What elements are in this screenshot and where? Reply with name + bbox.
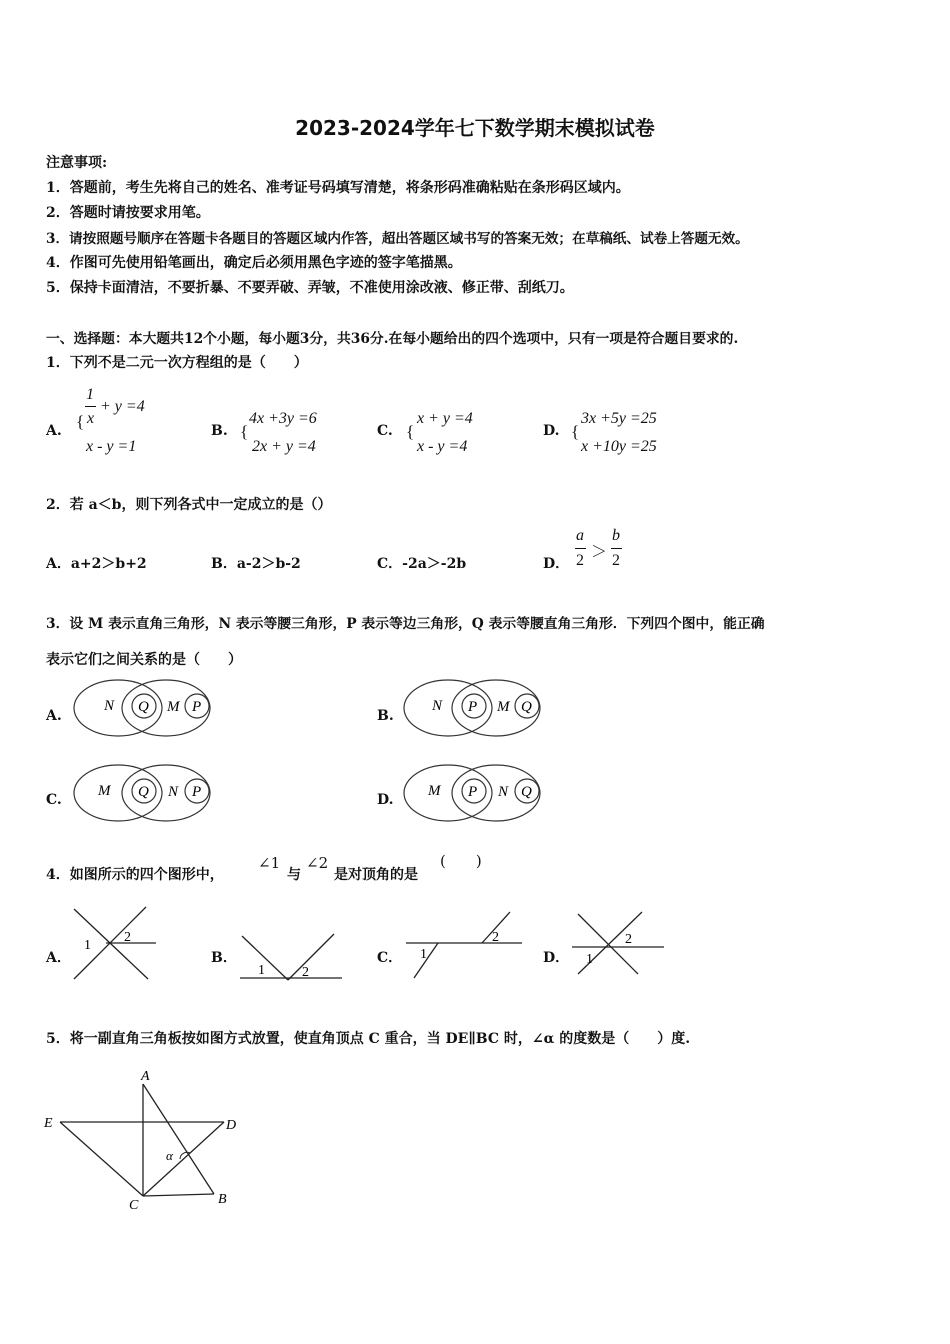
q4-option-c-label: C． — [377, 950, 403, 966]
q1-option-a[interactable] — [76, 386, 176, 458]
set-label: Q — [138, 784, 149, 800]
notice-item: 3．请按照题号顺序在答题卡各题目的答题区域内作答，超出答题区域书写的答案无效；在草稿纸、试卷上答题无效。 — [46, 231, 749, 247]
fraction-denominator: 2 — [576, 552, 584, 569]
segment-cb — [143, 1194, 214, 1196]
page-title: 2023-2024学年七下数学期末模拟试卷 — [295, 116, 655, 140]
fraction-bar — [611, 548, 622, 549]
angle-1-symbol: ∠1 — [258, 854, 281, 872]
point-label: D — [226, 1118, 237, 1133]
q3-option-b-label: B. — [377, 708, 394, 724]
set-label: N — [104, 698, 115, 714]
set-label: Q — [138, 699, 149, 715]
segment-ec — [60, 1122, 143, 1196]
equation-1-tail: + y =4 — [100, 398, 145, 415]
point-label: B — [218, 1192, 227, 1207]
q1-option-d[interactable] — [571, 408, 691, 460]
fraction-numerator: a — [576, 527, 584, 544]
brace-icon: { — [406, 422, 415, 441]
q4-option-b-label: B． — [211, 950, 237, 966]
q4-option-a-label: A． — [46, 950, 71, 966]
ray — [288, 934, 334, 980]
ray — [242, 936, 288, 980]
set-label: P — [192, 699, 202, 715]
equation-2: x +10y =25 — [581, 438, 657, 455]
brace-icon: { — [76, 412, 85, 431]
q3-stem-line1: 3．设 M 表示直角三角形，N 表示等腰三角形，P 表示等边三角形，Q 表示等腰直角三角形．下列四个图中，能正确 — [46, 616, 765, 632]
fraction-numerator: 1 — [86, 386, 94, 403]
segment-ab — [143, 1084, 214, 1194]
q1-option-c-label: C. — [377, 423, 393, 439]
notice-item: 2．答题时请按要求用笔。 — [46, 205, 210, 221]
q1-option-d-label: D. — [543, 423, 560, 439]
set-label: M — [497, 699, 510, 715]
set-label: P — [468, 784, 478, 800]
q4-stem-post: 是对顶角的是 — [334, 867, 418, 883]
q5-figure — [40, 1066, 250, 1216]
angle-label: 1 — [258, 963, 265, 978]
angle-label: 2 — [625, 932, 632, 947]
q5-stem: 5．将一副直角三角板按如图方式放置，使直角顶点 C 重合，当 DE∥BC 时，∠α 的度数是（ ）度. — [46, 1031, 691, 1047]
set-label: N — [168, 784, 179, 800]
q4-option-c-figure[interactable] — [402, 910, 527, 980]
set-label: Q — [521, 784, 532, 800]
equation-2: x - y =4 — [417, 438, 468, 455]
set-label: M — [167, 699, 180, 715]
angle-label: 2 — [492, 930, 499, 945]
point-label: C — [129, 1198, 139, 1213]
q2-option-d-label: D． — [543, 556, 570, 572]
notice-item: 4．作图可先使用铅笔画出，确定后必须用黑色字迹的签字笔描黑。 — [46, 255, 462, 271]
point-label: E — [44, 1116, 53, 1131]
q4-option-b-figure[interactable] — [236, 928, 346, 984]
angle-label: 2 — [124, 930, 131, 945]
q3-option-a-label: A. — [46, 708, 62, 724]
q3-option-c-label: C. — [46, 792, 62, 808]
angle-label: 1 — [586, 952, 593, 967]
angle-label: α — [166, 1148, 173, 1163]
q1-option-b-label: B. — [211, 423, 228, 439]
fraction-denominator: 2 — [612, 552, 620, 569]
set-label: P — [192, 784, 202, 800]
q3-option-a-venn[interactable] — [72, 677, 222, 739]
angle-label: 1 — [84, 938, 91, 953]
notice-item: 5．保持卡面清洁，不要折暴、不要弄破、弄皱，不准使用涂改液、修正带、刮纸刀。 — [46, 280, 574, 296]
angle-2-symbol: ∠2 — [306, 854, 329, 872]
point-label: A — [141, 1069, 150, 1084]
q4-option-d-label: D． — [543, 950, 570, 966]
angle-label: 1 — [420, 947, 427, 962]
q1-stem: 1．下列不是二元一次方程组的是（ ） — [46, 355, 308, 371]
set-label: Q — [521, 699, 532, 715]
q2-option-b[interactable]: B．a-2＞b-2 — [211, 556, 301, 572]
q3-option-d-label: D. — [377, 792, 394, 808]
q4-option-d-figure[interactable] — [568, 910, 668, 980]
fraction-numerator: b — [612, 527, 620, 544]
equation-1: 3x +5y =25 — [581, 410, 657, 427]
q2-stem: 2．若 a＜b，则下列各式中一定成立的是（） — [46, 497, 332, 513]
set-ellipse — [404, 680, 492, 736]
equation-2: x - y =1 — [86, 438, 137, 455]
q4-stem-pre: 4．如图所示的四个图形中， — [46, 867, 224, 883]
set-label: N — [498, 784, 509, 800]
notice-heading: 注意事项: — [46, 155, 108, 171]
fraction-bar — [575, 548, 586, 549]
q1-option-c[interactable] — [406, 408, 506, 460]
equation-1: x + y =4 — [417, 410, 473, 427]
q3-option-c-venn[interactable] — [72, 762, 222, 824]
q1-option-b[interactable] — [240, 408, 350, 460]
greater-than-sign: ＞ — [591, 542, 608, 561]
section-heading: 一、选择题：本大题共12个小题，每小题3分，共36分.在每小题给出的四个选项中，只有一项是符合题目要求的. — [46, 331, 739, 347]
set-label: M — [98, 783, 111, 799]
set-label: P — [468, 699, 478, 715]
q2-option-c[interactable]: C．-2a＞-2b — [377, 556, 467, 572]
brace-icon: { — [240, 422, 249, 441]
fraction-bar — [85, 406, 96, 407]
q4-stem-mid: 与 — [287, 867, 301, 883]
q1-option-a-label: A. — [46, 423, 62, 439]
segment-dc — [143, 1122, 224, 1196]
equation-2: 2x + y =4 — [252, 438, 316, 455]
set-ellipse — [404, 765, 492, 821]
set-label: M — [428, 783, 441, 799]
notice-item: 1．答题前，考生先将自己的姓名、准考证号码填写清楚，将条形码准确粘贴在条形码区域内。 — [46, 180, 630, 196]
q3-stem-line2: 表示它们之间关系的是（ ） — [46, 652, 242, 668]
answer-paren: ( ) — [440, 852, 482, 870]
q4-option-a-figure[interactable] — [68, 903, 163, 983]
q3-option-b-venn[interactable] — [402, 677, 552, 739]
fraction-denominator: x — [87, 410, 95, 427]
angle-label: 2 — [302, 965, 309, 980]
q3-option-d-venn[interactable] — [402, 762, 552, 824]
equation-1: 4x +3y =6 — [249, 410, 317, 427]
brace-icon: { — [571, 422, 580, 441]
q2-option-d[interactable] — [572, 527, 632, 577]
set-label: N — [432, 698, 443, 714]
q2-option-a[interactable]: A．a+2＞b+2 — [46, 556, 147, 572]
